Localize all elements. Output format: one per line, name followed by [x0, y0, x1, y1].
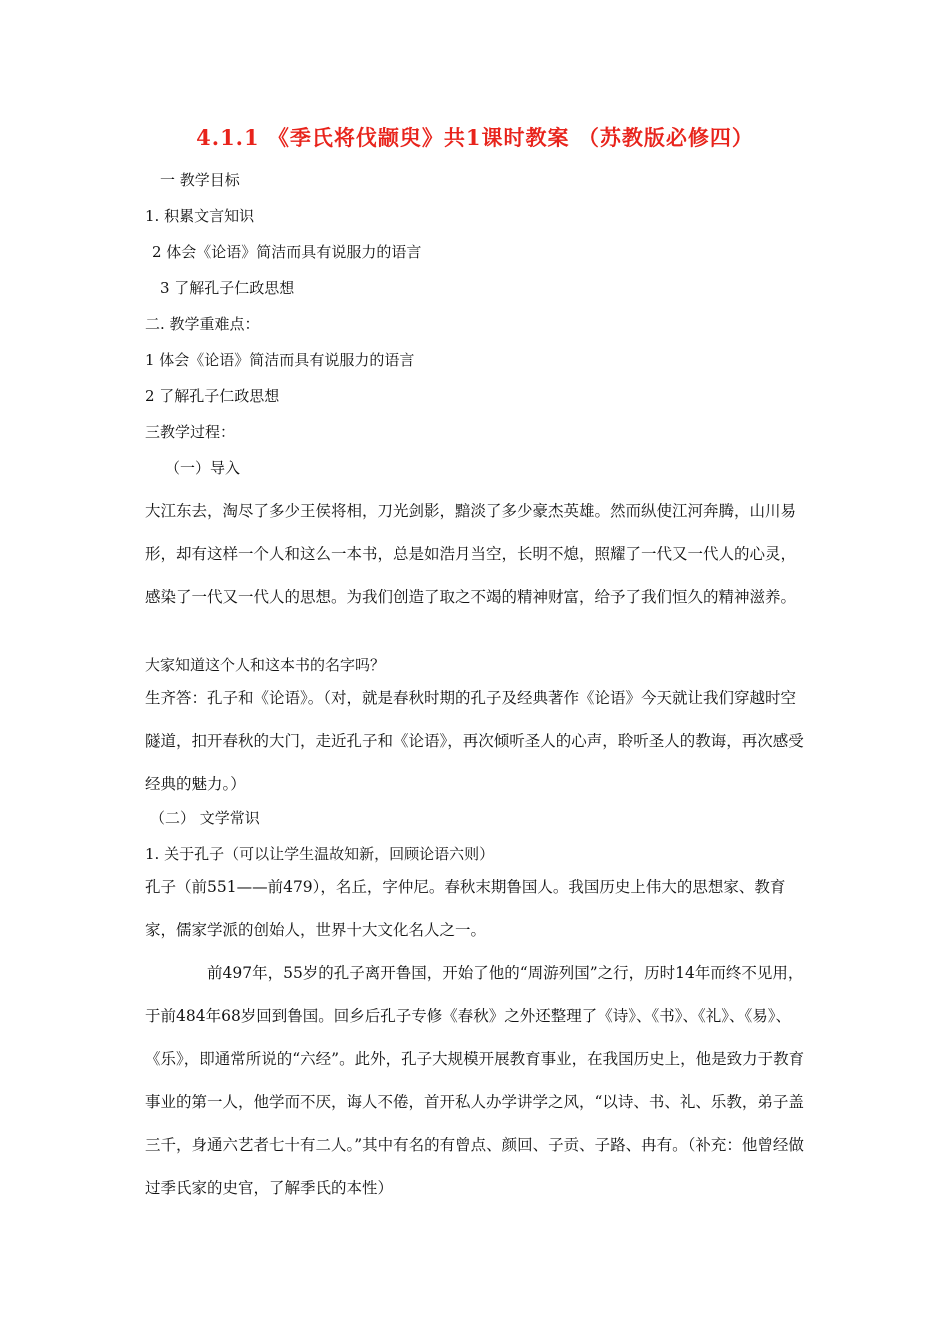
question-line: 大家知道这个人和这本书的名字吗？	[145, 656, 386, 674]
section-heading-process: 三教学过程：	[145, 423, 236, 441]
history-paragraph: 前497年，55岁的孔子离开鲁国，开始了他的“周游列国”之行，历时14年而终不见用，于前484年68岁回到鲁国。回乡后孔子专修《春秋》之外还整理了《诗》、《书》、《礼》、《易》、《乐》，即通常所说的“六经”。此外，孔子大规模开展教育事业，在我国历史上，他是致力于教育事业的第一人，他学而不厌，诲人不倦，首开私人办学讲学之风，“以诗、书、礼、乐教，弟子盖三千，身通六艺者七十有二人。”其中有名的有曾点、颜回、子贡、子路、冉有。（补充：他曾经做过季氏家的史官，了解季氏的本性）	[145, 964, 805, 1197]
goal-item-2: 2 体会《论语》简洁而具有说服力的语言	[152, 243, 422, 261]
about-confucius-heading: 1. 关于孔子（可以让学生温故知新，回顾论语六则）	[145, 845, 495, 863]
subsection-heading-intro: （一）导入	[165, 459, 241, 477]
document-title: 4.1.1 《季氏将伐颛臾》共1课时教案 （苏教版必修四）	[196, 125, 754, 150]
goal-item-3: 3 了解孔子仁政思想	[160, 279, 295, 297]
subsection-heading-literature: （二） 文学常识	[150, 809, 260, 827]
intro-paragraph: 大江东去，淘尽了多少王侯将相，刀光剑影，黯淡了多少豪杰英雄。然而纵使江河奔腾，山川易形，却有这样一个人和这么一本书，总是如浩月当空，长明不熄，照耀了一代又一代人的心灵，感染了一代又一代人的思想。为我们创造了取之不竭的精神财富，给予了我们恒久的精神滋养。	[145, 502, 797, 606]
biography-paragraph: 孔子（前551——前479），名丘，字仲尼。春秋末期鲁国人。我国历史上伟大的思想家、教育家，儒家学派的创始人，世界十大文化名人之一。	[145, 878, 786, 939]
keypoint-item-1: 1 体会《论语》简洁而具有说服力的语言	[145, 351, 415, 369]
keypoint-item-2: 2 了解孔子仁政思想	[145, 387, 280, 405]
section-heading-keypoints: 二. 教学重难点：	[145, 315, 260, 333]
goal-item-1: 1. 积累文言知识	[145, 207, 255, 225]
section-heading-goals: 一 教学目标	[160, 171, 240, 189]
answer-paragraph: 生齐答：孔子和《论语》。（对，就是春秋时期的孔子及经典著作《论语》今天就让我们穿越时空隧道，扣开春秋的大门，走近孔子和《论语》，再次倾听圣人的心声，聆听圣人的教诲，再次感受经典的魅力。）	[145, 689, 804, 793]
